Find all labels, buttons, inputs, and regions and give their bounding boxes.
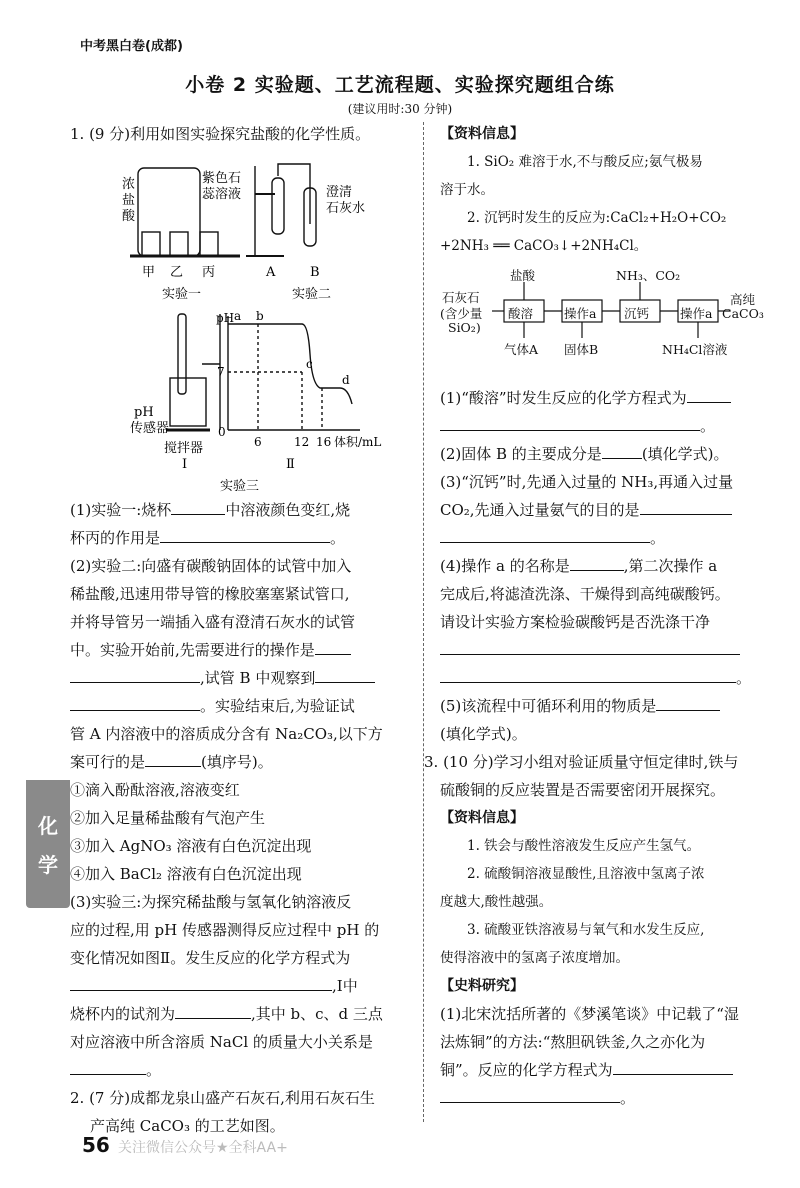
- q1-part1-line2: 杯丙的作用是 。: [70, 524, 410, 552]
- blank-2-3[interactable]: [315, 666, 375, 683]
- fig3-caption: 实验三: [220, 479, 260, 494]
- side-tab-char-2: 学: [38, 853, 58, 877]
- q2-part3-line1: (3)“沉钙”时,先通入过量的 NH₃,再通入过量: [440, 473, 734, 491]
- q3-history-line4: 。: [440, 1084, 760, 1112]
- flow-box-operation-1: 操作a: [564, 306, 597, 321]
- page-title: 小卷 2 实验题、工艺流程题、实验探究题组合练: [185, 74, 615, 96]
- q1-part3-line7: 。: [70, 1056, 410, 1084]
- q1-part3-line2: 应的过程,用 pH 传感器测得反应过程中 pH 的: [70, 921, 380, 939]
- q1-figure-3: [70, 304, 410, 494]
- series-header: 中考黑白卷(成都): [80, 39, 183, 54]
- fig3-label-II: Ⅱ: [286, 457, 295, 472]
- q3-history-line2: 法炼铜”的方法:“熬胆矾铁釜,久之亦化为: [440, 1033, 706, 1051]
- right-column: [424, 120, 764, 1112]
- page-subtitle: (建议用时:30 分钟): [347, 102, 453, 116]
- fig3-tick-6: 6: [254, 435, 262, 449]
- flow-start-3: SiO₂): [448, 320, 481, 335]
- subject-side-tab: [26, 780, 70, 908]
- q1-part3-line5: 烧杯内的试剂为 ,其中 b、c、d 三点: [70, 1000, 410, 1028]
- fig1-label-yi: 乙: [170, 265, 184, 280]
- q3-info-2a: 2. 硫酸铜溶液显酸性,且溶液中氢离子浓: [467, 866, 705, 882]
- flow-input-acid: 盐酸: [510, 268, 536, 283]
- q1-part2-line1: (2)实验二:向盛有碳酸钠固体的试管中加入: [70, 557, 352, 575]
- q1-part2-line4: 中。实验开始前,先需要进行的操作是: [70, 636, 410, 664]
- blank-q2-5[interactable]: [656, 694, 720, 711]
- q3-history-line3: 铜”。反应的化学方程式为: [440, 1056, 760, 1084]
- fig3-tick-7: 7: [217, 365, 225, 379]
- q2-part1-line1: (1)“酸溶”时发生反应的化学方程式为: [440, 384, 760, 412]
- fig2-label-limewater: 澄清: [326, 185, 353, 200]
- q3-info-title: 【资料信息】: [440, 810, 524, 826]
- fig1-label-bing: 丙: [202, 265, 216, 280]
- side-tab-char-1: 化: [38, 814, 58, 838]
- q3-stem-line1: 3. (10 分)学习小组对验证质量守恒定律时,铁与: [424, 753, 739, 771]
- blank-q2-1a[interactable]: [687, 386, 731, 403]
- blank-3-3[interactable]: [70, 1058, 146, 1075]
- svg-text:盐: 盐: [122, 193, 136, 208]
- blank-2-5[interactable]: [145, 750, 201, 767]
- q2-part4-line4: [440, 636, 760, 664]
- blank-q3-1a[interactable]: [613, 1058, 733, 1075]
- q1-option-1: ①滴入酚酞溶液,溶液变红: [70, 781, 240, 799]
- q2-part4-line5: 。: [440, 664, 760, 692]
- q1-part3-line1: (3)实验三:为探究稀盐酸与氢氧化钠溶液反: [70, 893, 352, 911]
- q2-part2: (2)固体 B 的主要成分是 (填化学式)。: [440, 440, 760, 468]
- blank-q2-1b[interactable]: [440, 414, 700, 431]
- q2-part5-line1: (5)该流程中可循环利用的物质是: [440, 692, 760, 720]
- q3-info-3b: 使得溶液中的氢离子浓度增加。: [440, 950, 629, 966]
- q2-flow-diagram: [440, 266, 764, 384]
- fig1-label-litmus: 紫色石: [202, 171, 242, 186]
- q2-part3-line2: CO₂,先通入过量氨气的目的是: [440, 496, 760, 524]
- flow-end-1: 高纯: [730, 292, 756, 307]
- q1-option-3: ③加入 AgNO₃ 溶液有白色沉淀出现: [70, 837, 312, 855]
- fig1-label-acid: 浓: [122, 177, 136, 192]
- flow-end-2: CaCO₃: [722, 306, 764, 321]
- q3-info-2b: 度越大,酸性越强。: [440, 894, 553, 910]
- fig2-caption: 实验二: [292, 287, 332, 302]
- q3-info-3a: 3. 硫酸亚铁溶液易与氧气和水发生反应,: [467, 922, 705, 938]
- fig3-label-sensor: pH: [134, 405, 154, 420]
- fig3-label-volume: 体积/mL: [334, 435, 382, 449]
- blank-q2-4a[interactable]: [570, 554, 624, 571]
- fig3-point-a: a: [234, 309, 242, 323]
- fig3-point-b: b: [256, 309, 264, 323]
- svg-text:传感器: 传感器: [130, 421, 170, 436]
- blank-3-1[interactable]: [70, 974, 332, 991]
- flow-input-gases: NH₃、CO₂: [616, 268, 681, 283]
- blank-3-2[interactable]: [175, 1002, 251, 1019]
- flow-output-solid: 固体B: [564, 342, 599, 357]
- fig1-label-jia: 甲: [142, 265, 156, 280]
- blank-2-1[interactable]: [315, 638, 351, 655]
- q2-part1-line2: 。: [440, 412, 760, 440]
- flow-start-2: (含少量: [440, 306, 483, 321]
- q1-part2-line5: ,试管 B 中观察到: [70, 664, 410, 692]
- fig3-tick-12: 12: [294, 435, 310, 449]
- q1-stem: 1. (9 分)利用如图实验探究盐酸的化学性质。: [70, 125, 371, 143]
- left-column: [70, 120, 410, 1140]
- fig3-tick-0: 0: [218, 425, 226, 439]
- blank-2-2[interactable]: [70, 666, 200, 683]
- flow-output-solution: NH₄Cl溶液: [662, 342, 728, 357]
- q3-history-line1: (1)北宋沈括所著的《梦溪笔谈》中记载了“湿: [440, 1005, 739, 1023]
- flow-start-1: 石灰石: [442, 290, 480, 305]
- flow-output-gas: 气体A: [504, 342, 539, 357]
- flow-arrows: [440, 266, 760, 384]
- fig3-tick-16: 16: [316, 435, 332, 449]
- blank-q2-3a[interactable]: [640, 498, 732, 515]
- q1-part2-line3: 并将导管另一端插入盛有澄清石灰水的试管: [70, 613, 356, 631]
- q1-part3-line3: 变化情况如图Ⅱ。发生反应的化学方程式为: [70, 949, 351, 967]
- q1-part2-line2: 稀盐酸,迅速用带导管的橡胶塞塞紧试管口,: [70, 585, 350, 603]
- q1-part3-line6: 对应溶液中所含溶质 NaCl 的质量大小关系是: [70, 1033, 373, 1051]
- q1-part2-line8: 案可行的是 (填序号)。: [70, 748, 410, 776]
- q2-part4-line1: (4)操作 a 的名称是 ,第二次操作 a: [440, 552, 760, 580]
- q2-part4-line2: 完成后,将滤渣洗涤、干燥得到高纯碳酸钙。: [440, 585, 730, 603]
- fig2-label-B: B: [310, 265, 320, 280]
- q3-info-1: 1. 铁会与酸性溶液发生反应产生氢气。: [467, 838, 701, 854]
- q2-part4-line3: 请设计实验方案检验碳酸钙是否洗涤干净: [440, 613, 711, 631]
- blank-1-1[interactable]: [171, 498, 225, 515]
- footer-watermark: 关注微信公众号★全科AA+: [118, 1140, 288, 1156]
- blank-2-4[interactable]: [70, 694, 200, 711]
- blank-q2-3b[interactable]: [440, 526, 650, 543]
- svg-text:蕊溶液: 蕊溶液: [202, 187, 242, 202]
- q1-option-4: ④加入 BaCl₂ 溶液有白色沉淀出现: [70, 865, 302, 883]
- fig3-point-c: c: [306, 357, 313, 371]
- fig3-label-stirrer: 搅拌器: [164, 441, 204, 456]
- q3-stem-line2: 硫酸铜的反应装置是否需要密闭开展探究。: [440, 781, 726, 799]
- q1-part2-line6: 。实验结束后,为验证试: [70, 692, 410, 720]
- blank-q2-4c[interactable]: [440, 666, 736, 683]
- fig3-label-I: Ⅰ: [182, 457, 188, 472]
- q2-info-2a: 2. 沉钙时发生的反应为:CaCl₂+H₂O+CO₂: [467, 210, 727, 226]
- fig3-label-ph: pH: [216, 311, 235, 325]
- q1-part1-line1: (1)实验一:烧杯 中溶液颜色变红,烧: [70, 496, 410, 524]
- blank-1-2[interactable]: [160, 526, 330, 543]
- q2-info-title: 【资料信息】: [440, 126, 524, 142]
- flow-box-dissolve: 酸溶: [508, 306, 534, 321]
- q2-part5-line2: (填化学式)。: [440, 725, 527, 743]
- svg-text:酸: 酸: [122, 209, 136, 224]
- column-divider: [423, 122, 424, 1122]
- flow-box-precipitate: 沉钙: [624, 306, 650, 321]
- fig2-label-A: A: [266, 265, 276, 280]
- q1-option-2: ②加入足量稀盐酸有气泡产生: [70, 809, 266, 827]
- blank-q3-1b[interactable]: [440, 1086, 620, 1103]
- q1-part2-line7: 管 A 内溶液中的溶质成分含有 Na₂CO₃,以下方: [70, 725, 383, 743]
- q2-info-1b: 溶于水。: [440, 182, 494, 198]
- svg-text:石灰水: 石灰水: [326, 201, 366, 216]
- page-number: 56: [82, 1133, 110, 1157]
- q1-figure-1-2: [70, 152, 410, 302]
- flow-box-operation-2: 操作a: [680, 306, 713, 321]
- q3-history-title: 【史料研究】: [440, 978, 524, 994]
- q1-part3-line4: ,Ⅰ中: [70, 972, 410, 1000]
- fig1-caption: 实验一: [162, 287, 202, 302]
- fig3-point-d: d: [342, 373, 350, 387]
- q2-info-2b: +2NH₃ ══ CaCO₃↓+2NH₄Cl。: [440, 238, 648, 254]
- q2-stem-line1: 2. (7 分)成都龙泉山盛产石灰石,利用石灰石生: [70, 1089, 375, 1107]
- q2-info-1a: 1. SiO₂ 难溶于水,不与酸反应;氨气极易: [467, 154, 703, 170]
- q2-part3-line3: 。: [440, 524, 760, 552]
- blank-q2-2[interactable]: [602, 442, 642, 459]
- q2-stem-line2: 产高纯 CaCO₃ 的工艺如图。: [90, 1117, 285, 1135]
- blank-q2-4b[interactable]: [440, 638, 740, 655]
